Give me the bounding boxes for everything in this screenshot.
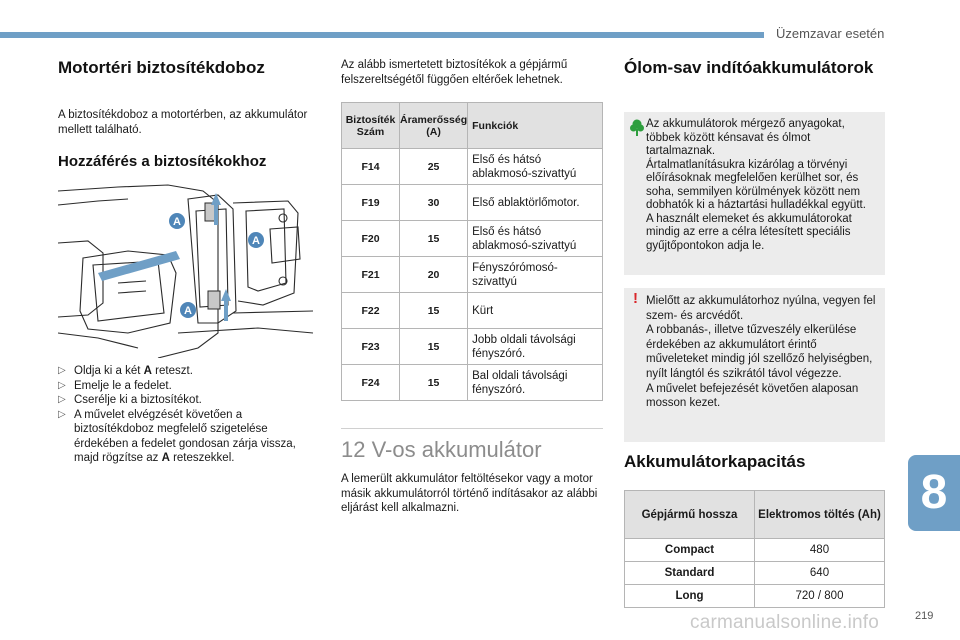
table-row: F19 30 Első ablaktörlőmotor. bbox=[342, 185, 603, 221]
table-row: F24 15 Bal oldali távolsági fényszóró. bbox=[342, 365, 603, 401]
fuse-access-heading: Hozzáférés a biztosítékokhoz bbox=[58, 153, 267, 170]
latch-label-a bbox=[180, 302, 196, 318]
bullet-icon: ▷ bbox=[58, 408, 66, 420]
step-item: ▷ Oldja ki a két A reteszt. bbox=[58, 365, 193, 377]
fuse-table bbox=[341, 102, 603, 401]
capacity-table-header bbox=[625, 491, 885, 539]
eco-note bbox=[624, 112, 885, 275]
table-row: Compact 480 bbox=[625, 539, 885, 562]
eco-note-text: Az akkumulátorok mérgező anyagokat, többek között kénsavat és ólmot tartalmaznak. Ártalmatlanításukra kizárólag a törvényi előírásoknak megfelelően kerülhet sor, és soha, semmilyen körülmények között nem dobhatók ki a háztartási hulladékkal együtt. A használt elemeket és akkumulátorokat mindig az erre a célra létesített speciális gyűjtőpontokon adja le. bbox=[646, 118, 866, 252]
top-accent-bar bbox=[0, 32, 764, 38]
table-row: F23 15 Jobb oldali távolsági fényszóró. bbox=[342, 329, 603, 365]
table-row: F22 15 Kürt bbox=[342, 293, 603, 329]
bullet-icon: ▷ bbox=[58, 394, 66, 405]
table-row: F21 20 Fényszórómosó-szivattyú bbox=[342, 257, 603, 293]
latch-label-a-text: A bbox=[173, 216, 181, 228]
latch-label-a bbox=[169, 213, 185, 229]
capacity-heading: Akkumulátorkapacitás bbox=[624, 452, 806, 471]
section-divider bbox=[341, 428, 603, 429]
col-fuse-number: Biztosíték Szám bbox=[342, 103, 400, 149]
capacity-table bbox=[624, 490, 885, 608]
fusebox-figure bbox=[58, 183, 318, 358]
col-charge-ah: Elektromos töltés (Ah) bbox=[755, 491, 885, 539]
fuse-table-header bbox=[342, 103, 603, 149]
table-row: Long 720 / 800 bbox=[625, 585, 885, 608]
fusebox-intro: A biztosítékdoboz a motortérben, az akkumulátor mellett található. bbox=[58, 109, 308, 136]
latch-label-a-text: A bbox=[252, 235, 260, 247]
fusebox-heading: Motortéri biztosítékdoboz bbox=[58, 58, 265, 77]
tree-icon bbox=[630, 119, 644, 142]
col-functions: Funkciók bbox=[468, 103, 603, 149]
col-vehicle-length: Gépjármű hossza bbox=[625, 491, 755, 539]
col-amperage: Áramerősség (A) bbox=[400, 103, 468, 149]
fuse-table-intro: Az alább ismertetett biztosítékok a gépjármű felszereltségétől függően eltérőek lehetnek. bbox=[341, 59, 568, 86]
step-item: ▷ Cserélje ki a biztosítékot. bbox=[58, 394, 202, 406]
table-row: Standard 640 bbox=[625, 562, 885, 585]
section-title: Üzemzavar esetén bbox=[776, 26, 885, 41]
bullet-icon: ▷ bbox=[58, 379, 66, 391]
page-number: 219 bbox=[915, 610, 934, 622]
exclamation-icon: ! bbox=[633, 290, 638, 307]
fuse-access-steps bbox=[58, 364, 320, 466]
step-item: ▷ A művelet elvégzését követően a biztosítékdoboz megfelelő szigetelése érdekében a fedelet gondosan zárja vissza, majd rögzítse az A reteszekkel. bbox=[58, 408, 296, 464]
bullet-icon: ▷ bbox=[58, 365, 66, 376]
warning-note bbox=[624, 288, 885, 442]
latch-label-a bbox=[248, 232, 264, 248]
latch-label-a-text: A bbox=[184, 305, 192, 317]
watermark: carmanualsonline.info bbox=[690, 612, 880, 633]
fusebox-illustration bbox=[58, 183, 318, 358]
battery-12v-heading: 12 V-os akkumulátor bbox=[341, 437, 542, 462]
table-row: F20 15 Első és hátsó ablakmosó-szivattyú bbox=[342, 221, 603, 257]
step-item: ▷ Emelje le a fedelet. bbox=[58, 379, 172, 392]
lead-acid-heading: Ólom-sav indítóakkumulátorok bbox=[624, 58, 874, 77]
warning-note-text: Mielőtt az akkumulátorhoz nyúlna, vegyen fel szem- és arcvédőt. A robbanás-, illetve tűzveszély elkerülése érdekében az akkumulátort érintő műveleteket mindig jól szellőző helyiségben, nyílt lángtól és szikrától távol végezze. A művelet befejezését követően alaposan mosson kezet. bbox=[646, 295, 876, 410]
battery-12v-intro: A lemerült akkumulátor feltöltésekor vagy a motor másik akkumulátorról történő indításakor az alábbi eljárást kell alkalmazni. bbox=[341, 473, 598, 514]
chapter-tab: 8 bbox=[908, 455, 960, 531]
table-row: F14 25 Első és hátsó ablakmosó-szivattyú bbox=[342, 149, 603, 185]
